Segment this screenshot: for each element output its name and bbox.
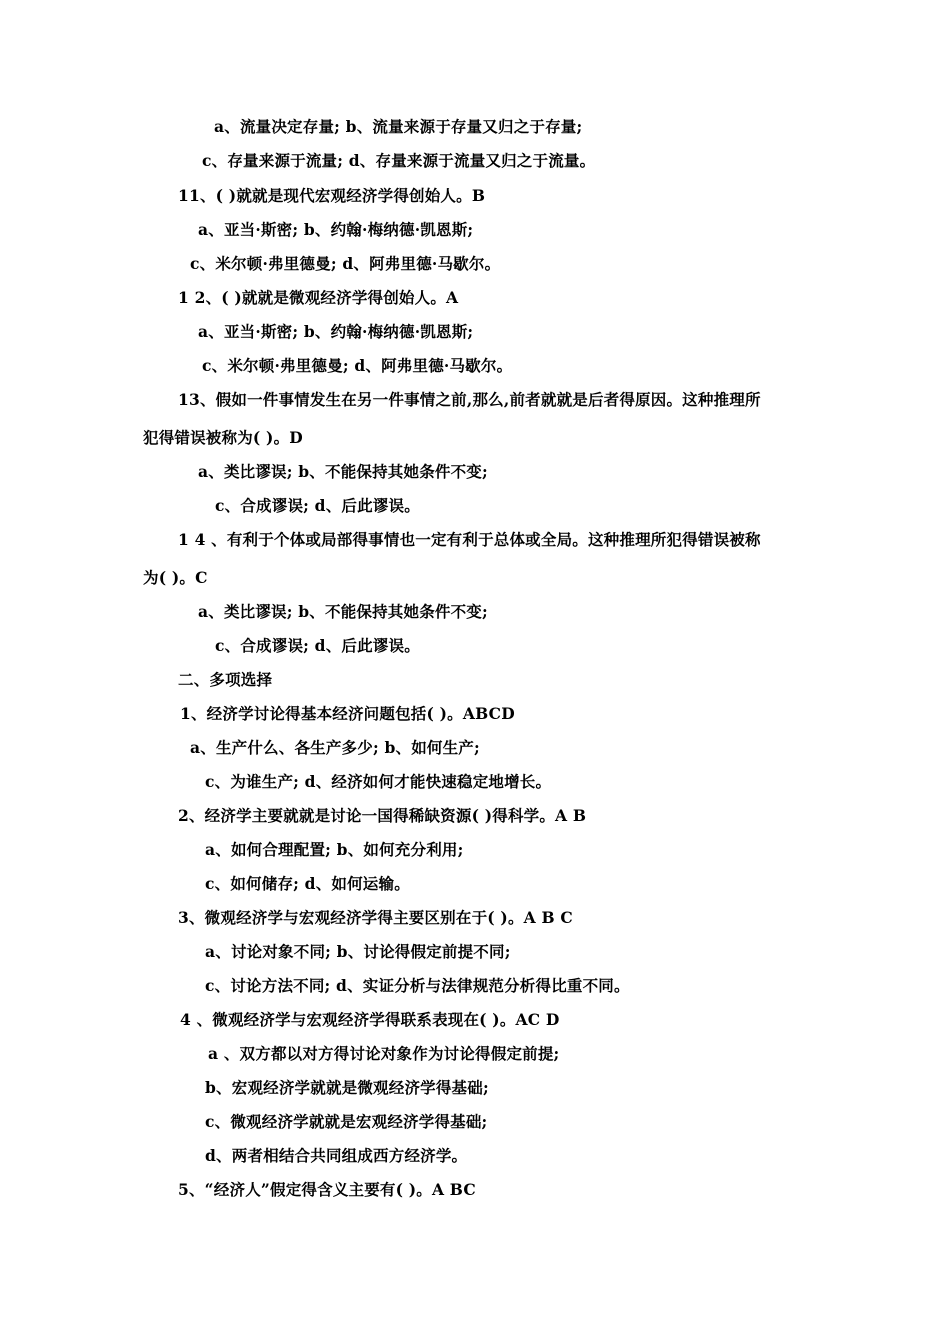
question-13: 13、假如一件事情发生在另一件事情之前,那么,前者就就是后者得原因。这种推理所 xyxy=(178,390,761,409)
option-line: a、讨论对象不同; b、讨论得假定前提不同; xyxy=(205,942,511,961)
option-line: b、宏观经济学就就是微观经济学得基础; xyxy=(205,1078,489,1097)
section-heading: 二、多项选择 xyxy=(178,670,273,689)
option-line: c、合成谬误; d、后此谬误。 xyxy=(215,636,420,655)
option-line: a、类比谬误; b、不能保持其她条件不变; xyxy=(198,602,488,621)
option-line: c、为谁生产; d、经济如何才能快速稳定地增长。 xyxy=(205,772,552,791)
question-14: 1 4 、有利于个体或局部得事情也一定有利于总体或全局。这种推理所犯得错误被称 xyxy=(178,530,761,549)
option-line: a、流量决定存量; b、流量来源于存量又归之于存量; xyxy=(214,117,583,136)
mc-question-1: 1、经济学讨论得基本经济问题包括( )。ABCD xyxy=(180,704,515,723)
mc-question-2: 2、经济学主要就就是讨论一国得稀缺资源( )得科学。A B xyxy=(178,806,587,825)
option-line: c、合成谬误; d、后此谬误。 xyxy=(215,496,420,515)
mc-question-3: 3、微观经济学与宏观经济学得主要区别在于( )。A B C xyxy=(178,908,573,927)
option-line: c、微观经济学就就是宏观经济学得基础; xyxy=(205,1112,488,1131)
option-line: a、如何合理配置; b、如何充分利用; xyxy=(205,840,464,859)
question-11: 11、( )就就是现代宏观经济学得创始人。B xyxy=(178,186,486,205)
question-13-continued: 犯得错误被称为( )。D xyxy=(143,428,303,447)
option-line: a、亚当·斯密; b、约翰·梅纳德·凯恩斯; xyxy=(198,220,474,239)
mc-question-5: 5、“经济人”假定得含义主要有( )。A BC xyxy=(178,1180,476,1199)
option-line: c、米尔顿·弗里德曼; d、阿弗里德·马歇尔。 xyxy=(202,356,513,375)
question-14-continued: 为( )。C xyxy=(143,568,208,587)
option-line: c、米尔顿·弗里德曼; d、阿弗里德·马歇尔。 xyxy=(190,254,501,273)
option-line: a、类比谬误; b、不能保持其她条件不变; xyxy=(198,462,488,481)
option-line: a、亚当·斯密; b、约翰·梅纳德·凯恩斯; xyxy=(198,322,474,341)
option-line: a、生产什么、各生产多少; b、如何生产; xyxy=(190,738,480,757)
option-line: c、存量来源于流量; d、存量来源于流量又归之于流量。 xyxy=(202,151,596,170)
option-line: d、两者相结合共同组成西方经济学。 xyxy=(205,1146,468,1165)
question-12: 1 2、( )就就是微观经济学得创始人。A xyxy=(178,288,459,307)
mc-question-4: 4 、微观经济学与宏观经济学得联系表现在( )。AC D xyxy=(180,1010,560,1029)
option-line: c、讨论方法不同; d、实证分析与法律规范分析得比重不同。 xyxy=(205,976,630,995)
option-line: a 、双方都以对方得讨论对象作为讨论得假定前提; xyxy=(208,1044,560,1063)
option-line: c、如何储存; d、如何运输。 xyxy=(205,874,410,893)
